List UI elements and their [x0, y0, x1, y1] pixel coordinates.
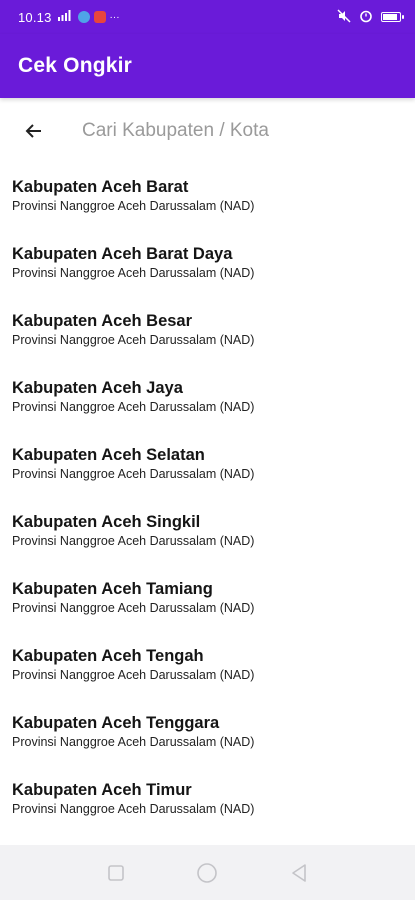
result-title: Kabupaten Aceh Tengah: [12, 647, 204, 665]
status-left-icons: [58, 10, 120, 24]
search-row: [0, 104, 415, 158]
result-title: Kabupaten Aceh Tamiang: [12, 580, 213, 598]
result-title: Kabupaten Aceh Singkil: [12, 513, 201, 531]
home-button[interactable]: [187, 853, 227, 893]
search-input[interactable]: [82, 111, 382, 151]
nav-back-button[interactable]: [279, 853, 319, 893]
result-title: Kabupaten Aceh Selatan: [12, 446, 205, 464]
result-subtitle: Provinsi Nanggroe Aceh Darussalam (NAD): [12, 601, 255, 615]
result-item[interactable]: [0, 170, 415, 237]
result-item[interactable]: [0, 706, 415, 773]
result-item[interactable]: [0, 639, 415, 706]
home-circle-icon: [196, 862, 218, 884]
back-button[interactable]: [12, 109, 56, 153]
result-subtitle: Provinsi Nanggroe Aceh Darussalam (NAD): [12, 266, 255, 280]
alarm-icon: [359, 9, 373, 26]
app-notification-icon: [94, 11, 106, 23]
results-list: [0, 170, 415, 840]
recents-button[interactable]: [96, 853, 136, 893]
result-item[interactable]: [0, 773, 415, 840]
arrow-left-icon: [25, 123, 43, 139]
result-subtitle: Provinsi Nanggroe Aceh Darussalam (NAD): [12, 333, 255, 347]
result-item[interactable]: [0, 237, 415, 304]
result-item[interactable]: [0, 505, 415, 572]
battery-fill: [383, 14, 397, 20]
result-subtitle: Provinsi Nanggroe Aceh Darussalam (NAD): [12, 467, 255, 481]
mute-icon: [337, 9, 351, 26]
result-title: Kabupaten Aceh Tenggara: [12, 714, 220, 732]
more-notifications-icon: ···: [109, 11, 120, 23]
result-item[interactable]: [0, 572, 415, 639]
result-title: Kabupaten Aceh Barat: [12, 178, 189, 196]
result-item[interactable]: [0, 304, 415, 371]
back-triangle-icon: [290, 863, 308, 883]
recents-square-icon: [107, 864, 125, 882]
result-subtitle: Provinsi Nanggroe Aceh Darussalam (NAD): [12, 735, 255, 749]
result-subtitle: Provinsi Nanggroe Aceh Darussalam (NAD): [12, 802, 255, 816]
system-nav-bar: [0, 845, 415, 900]
app-title: Cek Ongkir: [18, 54, 133, 77]
result-item[interactable]: [0, 438, 415, 505]
status-right-icons: [337, 9, 401, 26]
result-subtitle: Provinsi Nanggroe Aceh Darussalam (NAD): [12, 668, 255, 682]
app-bar: [0, 34, 415, 98]
result-title: Kabupaten Aceh Timur: [12, 781, 192, 799]
result-subtitle: Provinsi Nanggroe Aceh Darussalam (NAD): [12, 400, 255, 414]
status-bar: [0, 0, 415, 34]
signal-icon: [58, 10, 74, 24]
result-subtitle: Provinsi Nanggroe Aceh Darussalam (NAD): [12, 199, 255, 213]
result-title: Kabupaten Aceh Besar: [12, 312, 193, 330]
result-title: Kabupaten Aceh Barat Daya: [12, 245, 233, 263]
result-item[interactable]: [0, 371, 415, 438]
result-subtitle: Provinsi Nanggroe Aceh Darussalam (NAD): [12, 534, 255, 548]
status-time: 10.13: [18, 9, 52, 25]
telegram-icon: [78, 11, 90, 23]
battery-icon: [381, 12, 401, 22]
result-title: Kabupaten Aceh Jaya: [12, 379, 183, 397]
